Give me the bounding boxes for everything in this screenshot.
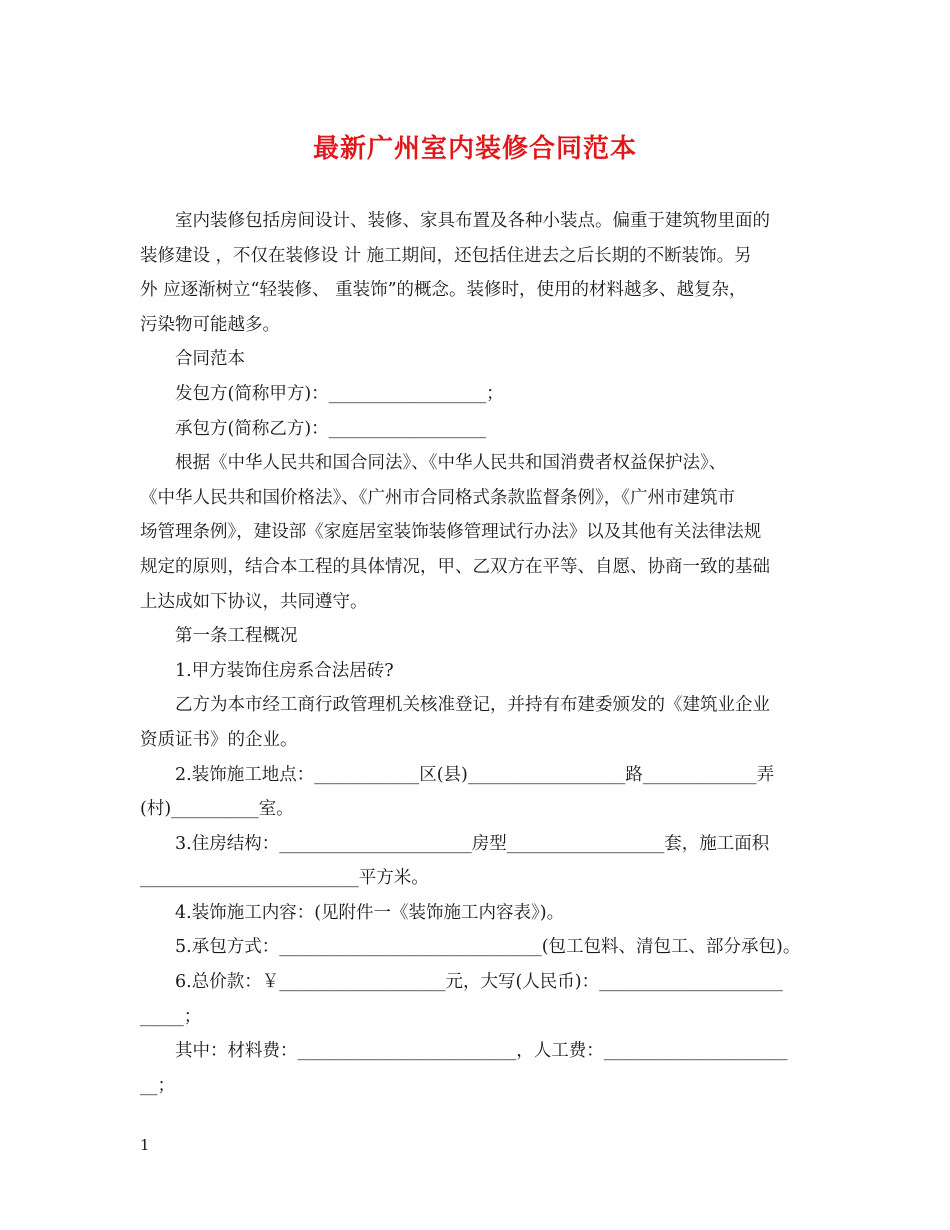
- item-3: [140, 827, 820, 896]
- legal-basis-paragraph: [140, 446, 820, 619]
- text-line: 场管理条例》，建设部《家庭居室装饰装修管理试行办法》以及其他有关法律法规: [140, 522, 762, 543]
- item-4: 4.装饰施工内容：(见附件一《装饰施工内容表》)。: [175, 902, 565, 923]
- text-line: _________________________平方米。: [140, 868, 429, 889]
- item-2: [140, 758, 820, 827]
- document-body: [140, 204, 820, 1103]
- text-line: 其中：材料费：_________________________，人工费：_____________________: [175, 1041, 788, 1062]
- party-b-line: 承包方(简称乙方)：__________________: [175, 418, 487, 439]
- text-line: 资质证书》的企业。: [140, 729, 298, 750]
- contract-heading: 合同范本: [175, 349, 245, 370]
- text-line: 上达成如下协议，共同遵守。: [140, 591, 368, 612]
- text-line: (村)__________室。: [140, 799, 294, 820]
- article-1-heading: 第一条工程概况: [175, 626, 298, 647]
- text-line: __；: [140, 1075, 175, 1096]
- party-a-line: 发包方(简称甲方)：__________________；: [175, 383, 504, 404]
- cost-breakdown: [140, 1034, 820, 1103]
- text-line: 外 应逐渐树立“轻装修、 重装饰”的概念。装修时，使用的材料越多、越复杂，: [140, 280, 747, 301]
- qualification-paragraph: [140, 688, 820, 757]
- item-1: 1.甲方装饰住房系合法居砖?: [175, 660, 394, 681]
- text-line: 《中华人民共和国价格法》、《广州市合同格式条款监督条例》，《广州市建筑市: [140, 487, 735, 508]
- text-line: 室内装修包括房间设计、装修、家具布置及各种小装点。偏重于建筑物里面的: [175, 211, 770, 231]
- text-line: 规定的原则，结合本工程的具体情况，甲、乙双方在平等、自愿、协商一致的基础: [140, 556, 770, 577]
- text-line: 3.住房结构：______________________房型__________________套，施工面积: [175, 833, 770, 854]
- item-5: 5.承包方式：______________________________(包工包料、清包工、部分承包)。: [175, 937, 801, 958]
- page-number: 1: [140, 1136, 150, 1154]
- text-line: _____；: [140, 1006, 202, 1027]
- text-line: 2.装饰施工地点：____________区(县)__________________路_____________弄: [175, 764, 775, 785]
- document-title: 最新广州室内装修合同范本: [312, 134, 637, 164]
- text-line: 装修建设 ，不仅在装修设 计 施工期间，还包括住进去之后长期的不断装饰。另: [140, 245, 752, 266]
- text-line: 乙方为本市经工商行政管理机关核准登记，并持有布建委颁发的《建筑业企业: [175, 695, 770, 716]
- item-6: [140, 965, 820, 1034]
- text-line: 6.总价款：￥___________________元，大写(人民币)：_____________________: [175, 972, 783, 993]
- text-line: 根据《中华人民共和国合同法》、《中华人民共和国消费者权益保护法》、: [175, 453, 727, 474]
- text-line: 污染物可能越多。: [140, 314, 280, 335]
- intro-paragraph: [140, 204, 820, 342]
